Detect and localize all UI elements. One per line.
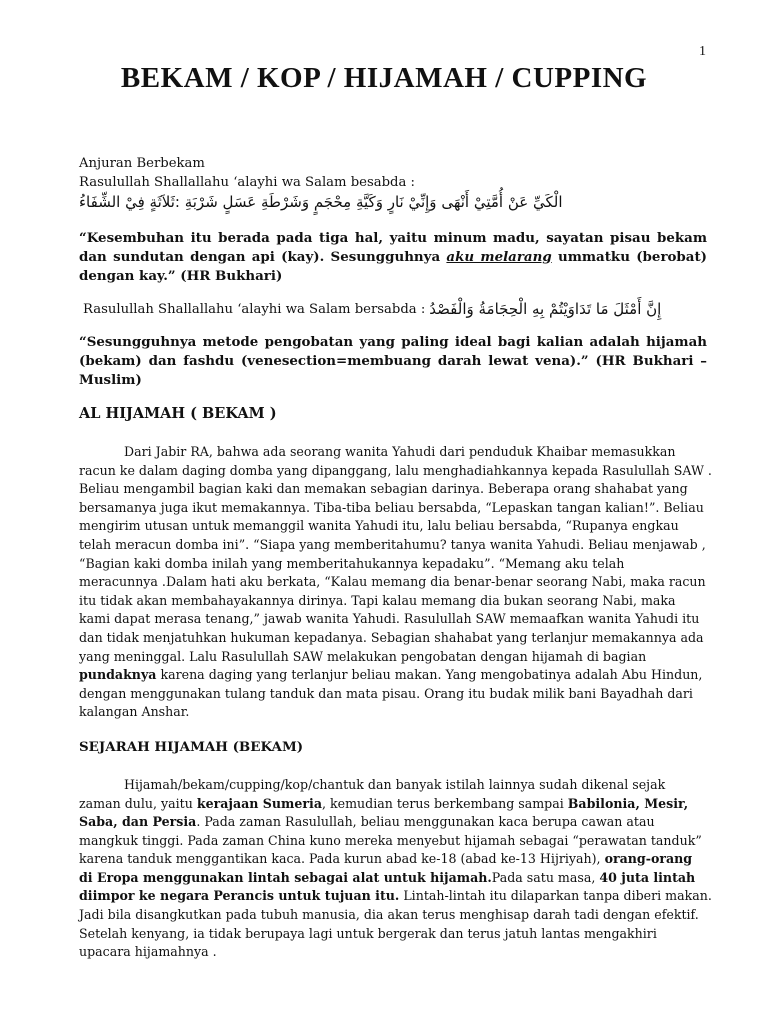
s2-l2c: , kemudian terus berkembang sampai <box>321 795 568 811</box>
s2-line-2 <box>79 795 707 814</box>
quote2-source: (HR Bukhari – Muslim) <box>79 353 708 388</box>
s2-line-10: upacara hijamahnya . <box>79 944 217 960</box>
quote1-part1: “Kesembuhan itu berada pada tiga hal, yaitu minum madu, sayatan pisau bekam dan sundutan dengan api (kay). Sesungguhnya <box>79 230 707 265</box>
section2-paragraph <box>79 776 712 962</box>
s2-l5b: abad ke-13 Hijriyah), <box>465 851 605 867</box>
s2-line-6 <box>79 869 707 888</box>
s2-line-9: Setelah kenyang, ia tidak berupaya lagi untuk bergerak dan terus jatuh lantas mengakhiri <box>79 925 657 941</box>
s1-line-15: kalangan Anshar. <box>79 704 190 720</box>
s2-l6a: di Eropa menggunakan lintah sebagai alat untuk hijamah. <box>79 869 492 885</box>
s2-l3b: . Pada zaman Rasulullah, beliau menggunakan kaca berupa cawan atau <box>196 814 655 830</box>
quote1-emphasis: aku melarang <box>446 249 552 265</box>
hadith-translation-1 <box>79 229 707 286</box>
s2-l7a: diimpor ke negara Perancis untuk tujuan itu. <box>79 888 400 904</box>
s1-line-10: kami dapat merasa tenang,” jawab wanita Yahudi. Rasulullah SAW memaafkan wanita Yahudi itu <box>79 611 700 627</box>
s1-line-2: racun ke dalam daging domba yang dipanggang, lalu menghadiahkannya kepada Rasulullah SAW . <box>79 462 712 478</box>
s2-line-8: Jadi bila disangkutkan pada tubuh manusia, dia akan terus menghisap darah tadi dengan efektif. <box>79 907 699 923</box>
s2-l3a: Saba, dan Persia <box>79 814 197 830</box>
s2-l6b: Pada satu masa, <box>491 869 600 885</box>
s2-l6c: 40 juta lintah <box>599 869 696 885</box>
s2-l2a: zaman dulu, yaitu <box>79 795 197 811</box>
document-body <box>79 154 712 962</box>
s2-line-1: Hijamah/bekam/cupping/kop/chantuk dan banyak istilah lainnya sudah dikenal sejak <box>124 776 666 792</box>
intro2-line <box>79 300 707 319</box>
s2-line-5 <box>79 850 707 869</box>
arabic-hadith-2: إِنَّ أَمْثَلَ مَا تَدَاوَيْتُمْ بِهِ الْحِجَامَةُ وَالْفَصْدُ <box>429 300 662 318</box>
arabic-hadith-1: الْكَيِّ عَنْ أُمَّتِيْ أَنْهَى وَإِنِّيْ نَارٍ وَكَيَّةِ مِحْجَمٍ وَشَرْطَةِ عَسَلٍ شَرْبَةِ :ثَلاَثَةٍ فِيْ الشِّفَاءُ <box>79 193 563 211</box>
page-title: BEKAM / KOP / HIJAMAH / CUPPING <box>120 62 648 94</box>
section-heading-hijamah: AL HIJAMAH ( BEKAM ) <box>79 405 277 422</box>
s1-line-8: meracunnya .Dalam hati aku berkata, “Kalau memang dia benar-benar seorang Nabi, maka racun <box>79 574 706 590</box>
intro-sabda: Rasulullah Shallallahu ‘alayhi wa Salam besabda : <box>79 175 415 190</box>
s2-l5a: karena tanduk menggantikan kaca. Pada kurun abad ke-18 ( <box>79 851 466 867</box>
s1-pundaknya: pundaknya <box>79 667 157 683</box>
s1-line-13-rest: karena daging yang terlanjur beliau makan. Yang mengobatinya adalah Abu Hindun, <box>156 667 703 683</box>
s1-line-11: dan tidak menjatuhkan hukuman kepadanya. Sebagian shahabat yang terlanjur memakannya ada <box>79 629 704 645</box>
s1-line-6: telah meracun domba ini”. “Siapa yang memberitahumu? tanya wanita Yahudi. Beliau menjawab , <box>79 536 706 552</box>
hadith-translation-2 <box>79 333 707 390</box>
section1-paragraph <box>79 443 712 722</box>
s2-l7b: Lintah-lintah itu dilaparkan tanpa diberi makan. <box>399 888 712 904</box>
quote1-part2: ummatku (berobat) dengan kay.” (HR Bukhari) <box>79 249 707 284</box>
s1-line-7: “Bagian kaki domba inilah yang memberitahukannya kepadaku”. “Memang aku telah <box>79 555 625 571</box>
s1-line-4: bersamanya juga ikut memakannya. Tiba-tiba beliau bersabda, “Lepaskan tangan kalian!”. Beliau <box>79 499 704 515</box>
s2-line-3 <box>79 813 707 832</box>
s2-line-4: mangkuk tinggi. Pada zaman China kuno mereka menyebut hijamah sebagai “perawatan tanduk” <box>79 832 702 848</box>
s1-line-9: itu tidak akan membahayakannya dirinya. Tapi kalau memang dia bukan seorang Nabi, maka <box>79 592 676 608</box>
page-number: 1 <box>699 44 706 59</box>
s1-line-13 <box>79 666 707 685</box>
s1-line-5: mengirim utusan untuk memanggil wanita Yahudi itu, lalu beliau bersabda, “Rupanya engkau <box>79 518 679 534</box>
s2-l2b: kerajaan Sumeria <box>196 795 322 811</box>
s2-line-7 <box>79 887 712 906</box>
intro-label: Anjuran Berbekam <box>79 156 205 171</box>
s2-l2d: Babilonia, Mesir, <box>567 795 689 811</box>
s1-line-3: Beliau mengambil bagian kaki dan memakan sebagian darinya. Beberapa orang shahabat yang <box>79 481 688 497</box>
intro2-text: Rasulullah Shallallahu ‘alayhi wa Salam bersabda : <box>83 302 426 317</box>
s1-line-14: dengan menggunakan tulang tanduk dan mata pisau. Orang itu budak milik bani Bayadhah dari <box>79 685 693 701</box>
s1-line-12: yang meninggal. Lalu Rasulullah SAW melakukan pengobatan dengan hijamah di bagian <box>79 648 647 664</box>
section-heading-sejarah: SEJARAH HIJAMAH (BEKAM) <box>79 738 304 755</box>
s2-l5c: orang-orang <box>604 851 693 867</box>
s1-line-1: Dari Jabir RA, bahwa ada seorang wanita Yahudi dari penduduk Khaibar memasukkan <box>124 444 676 459</box>
quote2-text: “Sesungguhnya metode pengobatan yang paling ideal bagi kalian adalah hijamah (bekam) dan fashdu (venesection=membuang darah lewat vena).” <box>79 334 707 369</box>
